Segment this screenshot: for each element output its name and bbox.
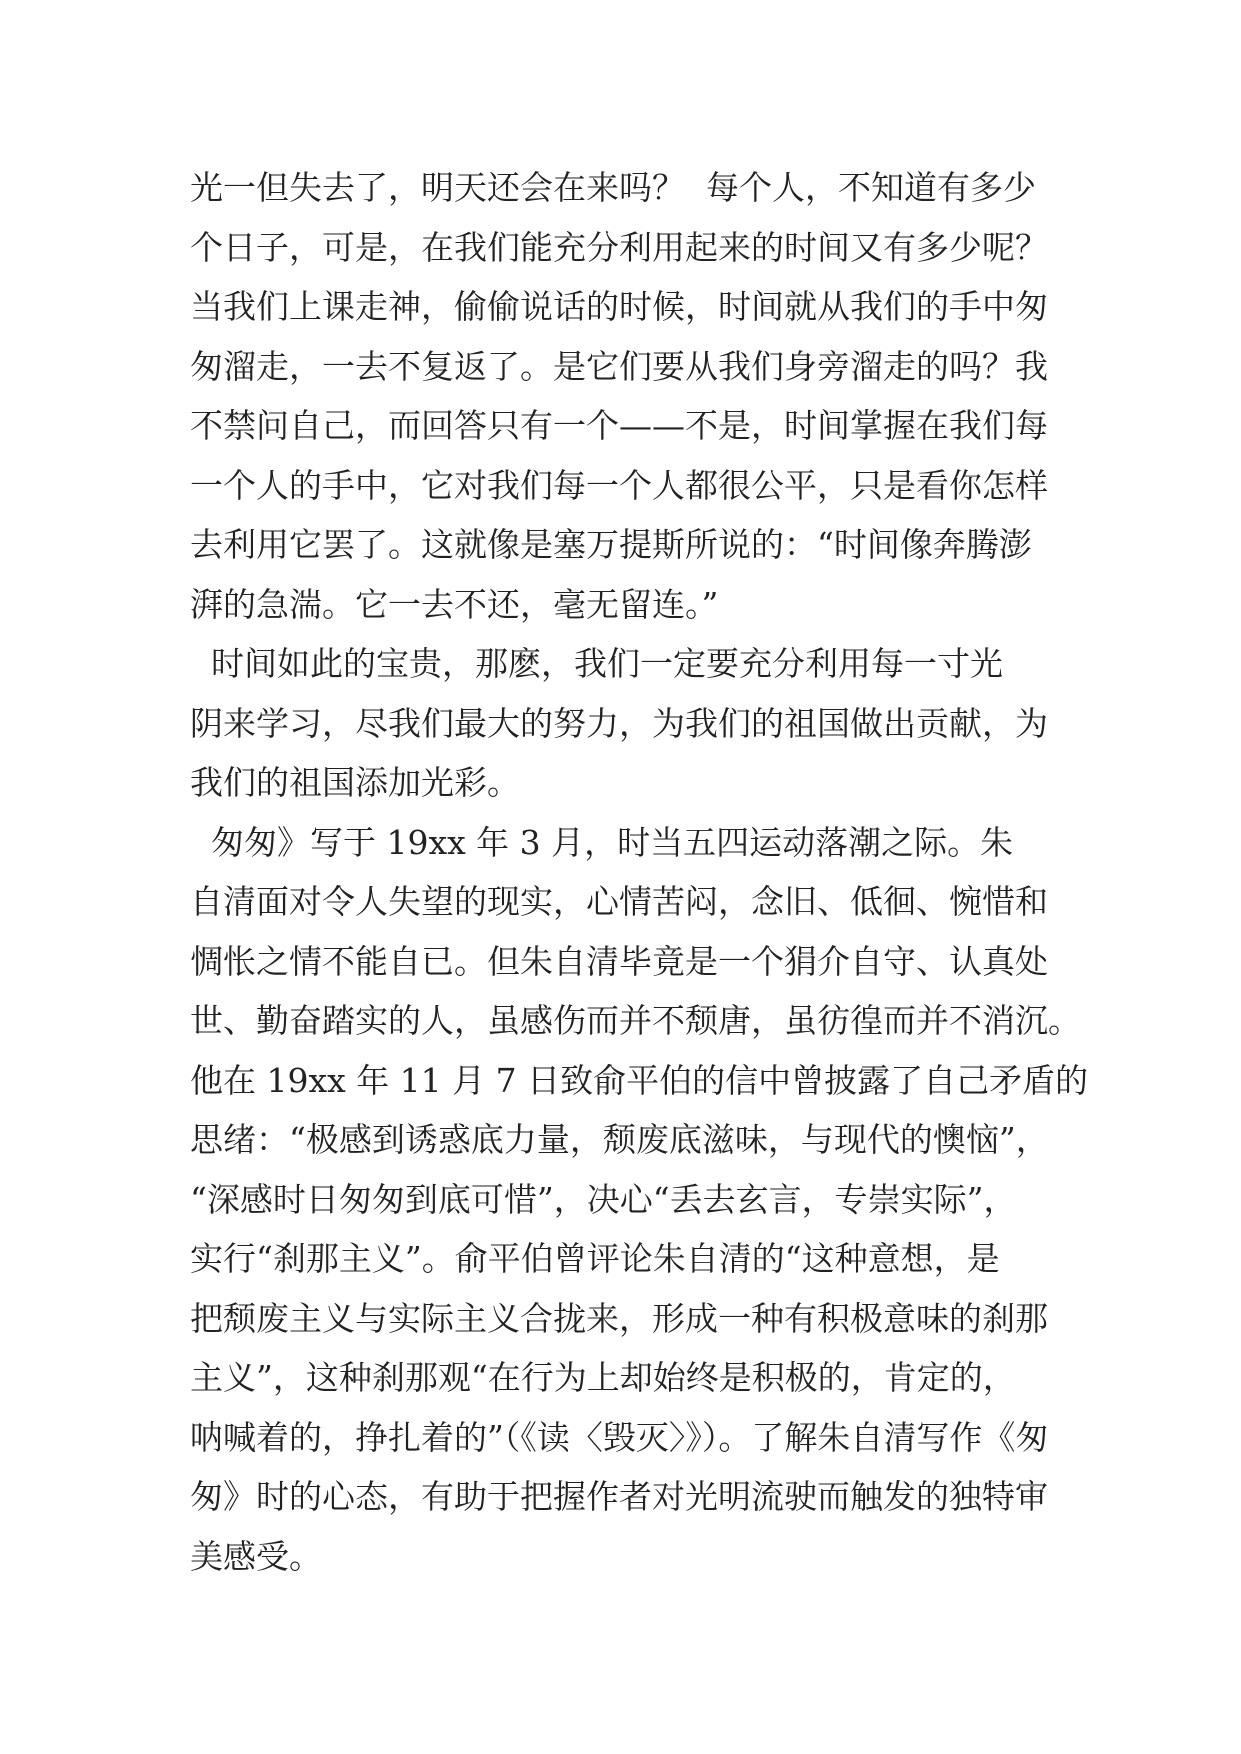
text-line: 去利用它罢了。这就像是塞万提斯所说的：“时间像奔腾澎 — [190, 525, 1032, 564]
text-line: 惆怅之情不能自已。但朱自清毕竟是一个狷介自守、认真处 — [190, 941, 1048, 981]
text-line: “深感时日匆匆到底可惜”，决心“丢去玄言，专崇实际”， — [190, 1179, 1017, 1219]
text-line: 匆溜走，一去不复返了。是它们要从我们身旁溜走的吗？我 — [190, 346, 1048, 386]
text-line: 美感受。 — [190, 1536, 322, 1576]
text-line: 光一但失去了，明天还会在来吗？ 每个人，不知道有多少 — [190, 168, 1036, 207]
text-line: 一个人的手中，它对我们每一个人都很公平，只是看你怎样 — [190, 465, 1048, 505]
text-line: 匆》时的心态，有助于把握作者对光明流驶而触发的独特审 — [190, 1477, 1048, 1516]
paragraph-1 — [190, 158, 1070, 634]
text-line: 阴来学习，尽我们最大的努力，为我们的祖国做出贡献，为 — [190, 703, 1048, 743]
text-line: 当我们上课走神，偷偷说话的时候，时间就从我们的手中匆 — [190, 287, 1048, 326]
text-line: 湃的急湍。它一去不还，毫无留连。” — [190, 584, 719, 624]
paragraph-3 — [190, 813, 1089, 1646]
text-line: 世、勤奋踏实的人，虽感伤而并不颓唐，虽彷徨而并不消沉。 — [190, 1001, 1081, 1040]
text-line — [190, 1586, 1070, 1646]
paragraph-2 — [190, 634, 1070, 813]
text-line: 他在 19xx 年 11 月 7 日致俞平伯的信中曾披露了自己矛盾的 — [190, 1060, 1089, 1100]
text-line: 呐喊着的，挣扎着的”（《读〈毁灭〉》）。了解朱自清写作《匆 — [190, 1417, 1049, 1457]
text-line: 我们的祖国添加光彩。 — [190, 763, 520, 802]
text-line: 个日子，可是，在我们能充分利用起来的时间又有多少呢？ — [190, 227, 1048, 267]
text-line: 实行“刹那主义”。俞平伯曾评论朱自清的“这种意想，是 — [190, 1239, 1000, 1278]
text-line: 不禁问自己，而回答只有一个——不是，时间掌握在我们每 — [190, 406, 1048, 445]
text-line: 主义”，这种刹那观“在行为上却始终是积极的，肯定的， — [190, 1358, 1016, 1397]
text-line: 匆匆》写于 19xx 年 3 月，时当五四运动落潮之际。朱 — [190, 822, 1014, 862]
text-line: 时间如此的宝贵，那麽，我们一定要充分利用每一寸光 — [190, 644, 1003, 683]
document-body — [190, 158, 1089, 1646]
text-line: 思绪：“极感到诱惑底力量，颓废底滋味，与现代的懊恼”， — [190, 1120, 1049, 1159]
text-line: 把颓废主义与实际主义合拢来，形成一种有积极意味的刹那 — [190, 1298, 1048, 1338]
text-line: 自清面对令人失望的现实，心情苦闷，念旧、低徊、惋惜和 — [190, 882, 1048, 921]
